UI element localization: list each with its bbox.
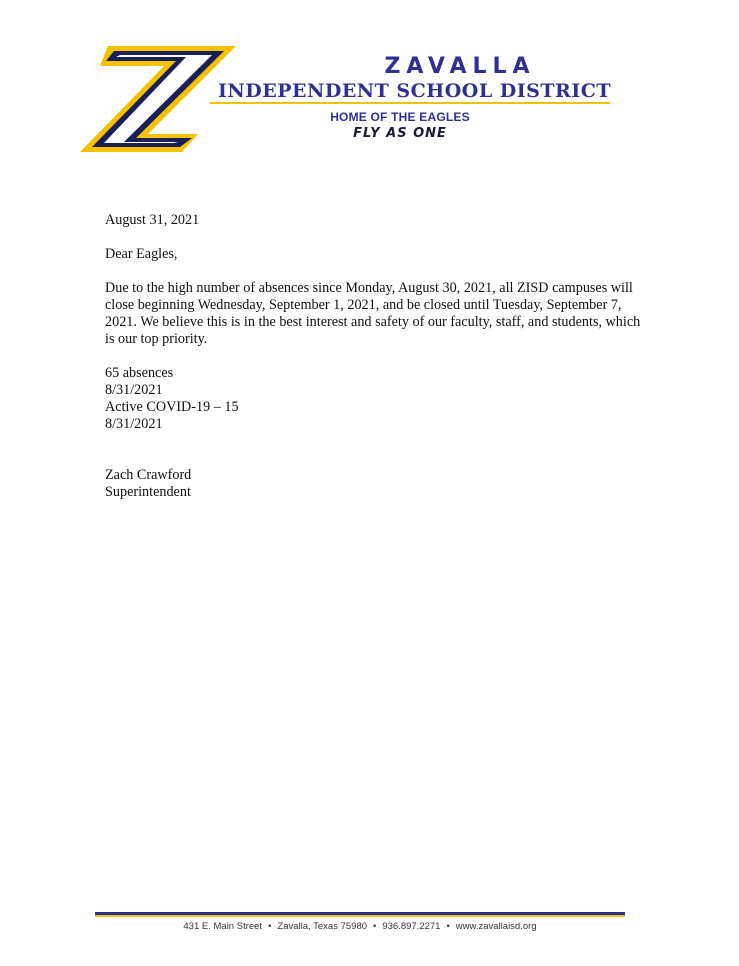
signature-block [105, 467, 645, 501]
signer-title: Superintendent [105, 484, 191, 500]
letterhead [0, 0, 739, 180]
footer: 431 E. Main Street • Zavalla, Texas 75980 • 936.897.2271 • www.zavallaisd.org [183, 921, 537, 932]
header-rule [210, 102, 610, 104]
footer-website[interactable]: www.zavallaisd.org [455, 921, 537, 932]
district-z-logo [78, 42, 238, 154]
stat-line: 65 absences [105, 365, 174, 381]
stat-line: 8/31/2021 [105, 382, 163, 398]
footer-city: Zavalla, Texas 75980 [277, 921, 368, 932]
letter-body [105, 212, 645, 501]
district-name: ZAVALLA [384, 54, 536, 79]
tagline: HOME OF THE EAGLES [330, 110, 470, 124]
stats-block [105, 365, 645, 433]
stat-line: 8/31/2021 [105, 416, 163, 432]
footer-phone: 936.897.2271 [382, 921, 441, 932]
motto: FLY AS ONE [353, 126, 447, 141]
salutation: Dear Eagles, [105, 246, 178, 262]
signer-name: Zach Crawford [105, 467, 192, 483]
letter-date: August 31, 2021 [105, 212, 200, 228]
footer-rule-gold [95, 915, 625, 917]
district-subtitle: INDEPENDENT SCHOOL DISTRICT [218, 80, 611, 102]
stat-line: Active COVID-19 – 15 [105, 399, 239, 415]
footer-address: 431 E. Main Street [183, 921, 263, 932]
main-paragraph: Due to the high number of absences since Monday, August 30, 2021, all ZISD campuses will close beginning Wednesday, September 1, 2021, and be closed until Tuesday, September 7, 2021. We believe this is in the best interest and safety of our faculty, staff, and students, which is our top priority. [105, 280, 641, 347]
